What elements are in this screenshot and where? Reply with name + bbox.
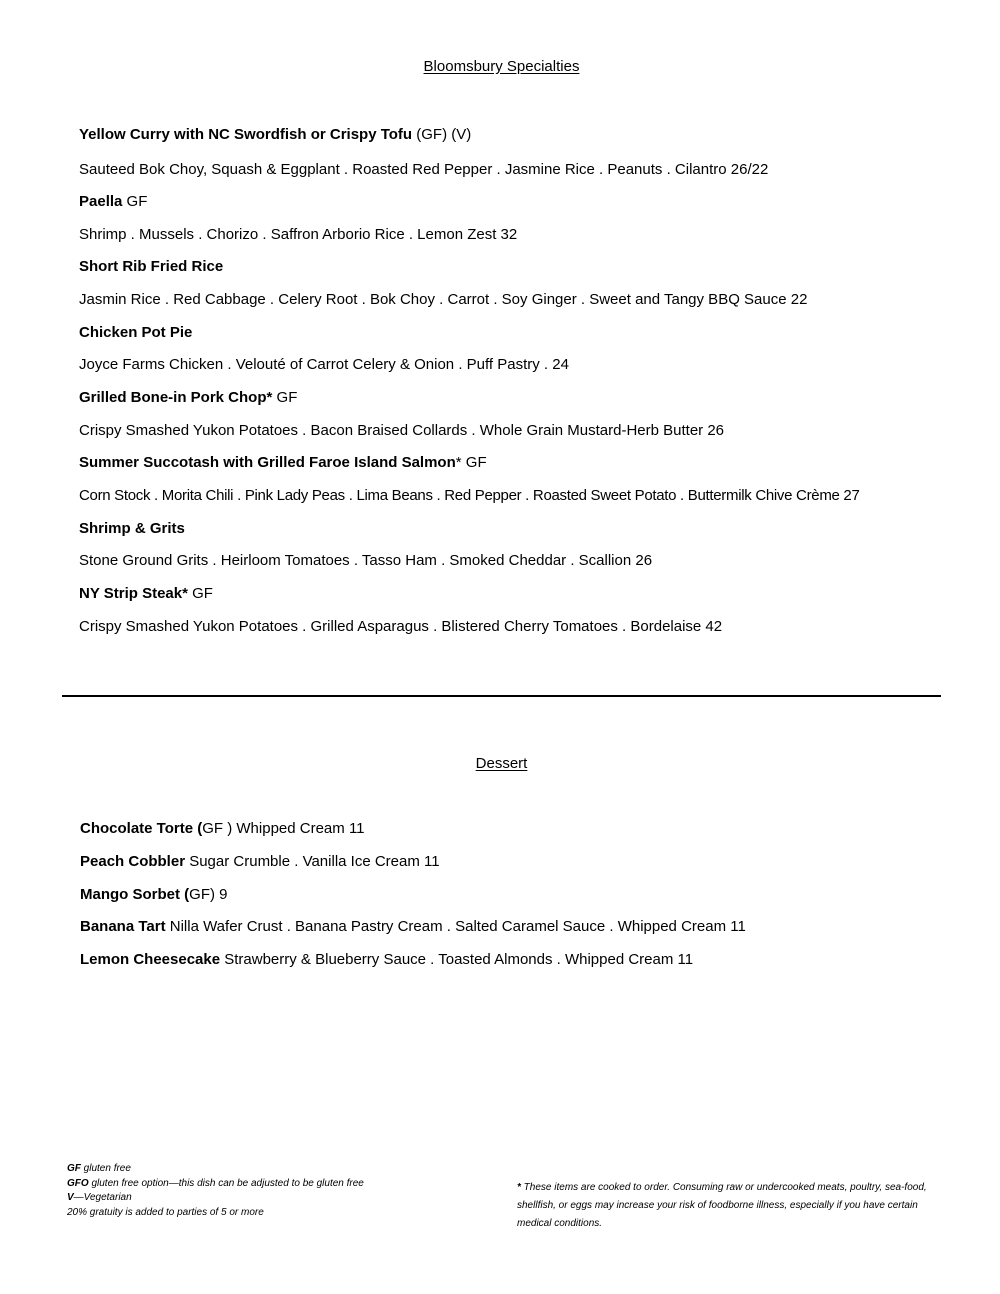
dessert-name: Peach Cobbler <box>80 853 186 870</box>
dessert-detail: GF ) Whipped Cream 11 <box>202 820 365 837</box>
legend <box>67 1162 364 1220</box>
dish-description: Stone Ground Grits . Heirloom Tomatoes . Tasso Ham . Smoked Cheddar . Scallion 26 <box>79 552 653 569</box>
specialties-title: Bloomsbury Specialties <box>423 58 580 75</box>
dish-name-line <box>79 125 471 145</box>
dessert-item <box>80 819 365 839</box>
legend-row <box>67 1191 364 1206</box>
dish-name-line <box>79 192 147 212</box>
dessert-name: Mango Sorbet ( <box>80 886 190 903</box>
dessert-item <box>80 852 440 872</box>
legend-text: 20% gratuity is added to parties of 5 or more <box>67 1206 264 1218</box>
dish-description: Corn Stock . Morita Chili . Pink Lady Peas . Lima Beans . Red Pepper . Roasted Sweet Potato . Buttermilk Chive Crème 27 <box>79 487 860 504</box>
dish-name: Paella <box>79 193 123 210</box>
dish-tags: GF <box>187 585 213 602</box>
dessert-name: Lemon Cheesecake <box>80 951 221 968</box>
legend-key: V <box>67 1192 74 1204</box>
legend-text: gluten free option—this dish can be adjusted to be gluten free <box>88 1177 364 1189</box>
legend-text: —Vegetarian <box>73 1192 132 1204</box>
dish-name-line <box>79 453 487 473</box>
dish-name: Short Rib Fried Rice <box>79 258 224 275</box>
dessert-detail: Nilla Wafer Crust . Banana Pastry Cream . Salted Caramel Sauce . Whipped Cream 11 <box>165 918 746 935</box>
dish-name: Yellow Curry with NC Swordfish or Crispy Tofu <box>79 126 413 143</box>
dessert-item <box>80 950 693 970</box>
dessert-item <box>80 917 746 937</box>
legend-key: GF <box>67 1163 81 1174</box>
disclaimer-mark: * <box>517 1182 521 1193</box>
dish-tags: GF <box>272 389 298 406</box>
legend-key: GFO <box>67 1177 89 1189</box>
dish-description: Sauteed Bok Choy, Squash & Eggplant . Roasted Red Pepper . Jasmine Rice . Peanuts . Cilantro 26/22 <box>79 161 769 178</box>
legend-row <box>67 1162 364 1177</box>
dish-description: Joyce Farms Chicken . Velouté of Carrot Celery & Onion . Puff Pastry . 24 <box>79 356 569 373</box>
dish-name-line <box>79 584 213 604</box>
dish-tags: (GF) (V) <box>412 126 472 143</box>
dish-name: NY Strip Steak* <box>79 585 188 602</box>
disclaimer-text: These items are cooked to order. Consuming raw or undercooked meats, poultry, sea-food, shellfish, or eggs may increase your risk of foodborne illness, especially if you have certain medical conditions. <box>517 1182 927 1229</box>
section-divider <box>62 695 941 697</box>
dessert-name: Chocolate Torte ( <box>80 820 203 837</box>
dish-name: Shrimp & Grits <box>79 520 185 537</box>
dessert-detail: GF) 9 <box>189 886 228 903</box>
dish-name: Chicken Pot Pie <box>79 324 193 341</box>
dish-tags: GF <box>122 193 148 210</box>
dessert-title: Dessert <box>475 755 528 772</box>
dish-description: Shrimp . Mussels . Chorizo . Saffron Arborio Rice . Lemon Zest 32 <box>79 226 518 243</box>
dish-name-line <box>79 519 185 539</box>
disclaimer <box>517 1179 937 1233</box>
dish-name-line <box>79 257 223 277</box>
dessert-detail: Sugar Crumble . Vanilla Ice Cream 11 <box>185 853 440 870</box>
dish-tags: * GF <box>455 454 487 471</box>
dish-name: Grilled Bone-in Pork Chop* <box>79 389 273 406</box>
legend-row <box>67 1177 364 1192</box>
dish-name-line <box>79 388 297 408</box>
dish-name: Summer Succotash with Grilled Faroe Island Salmon <box>79 454 456 471</box>
dish-name-line <box>79 323 192 343</box>
dessert-item <box>80 885 228 905</box>
legend-text: gluten free <box>80 1163 131 1174</box>
dish-description: Crispy Smashed Yukon Potatoes . Grilled Asparagus . Blistered Cherry Tomatoes . Bordelaise 42 <box>79 618 723 635</box>
dessert-detail: Strawberry & Blueberry Sauce . Toasted Almonds . Whipped Cream 11 <box>220 951 694 968</box>
dish-description: Crispy Smashed Yukon Potatoes . Bacon Braised Collards . Whole Grain Mustard-Herb Butter 26 <box>79 422 725 439</box>
dessert-name: Banana Tart <box>80 918 166 935</box>
dish-description: Jasmin Rice . Red Cabbage . Celery Root . Bok Choy . Carrot . Soy Ginger . Sweet and Tangy BBQ Sauce 22 <box>79 291 808 308</box>
legend-row <box>67 1206 364 1221</box>
